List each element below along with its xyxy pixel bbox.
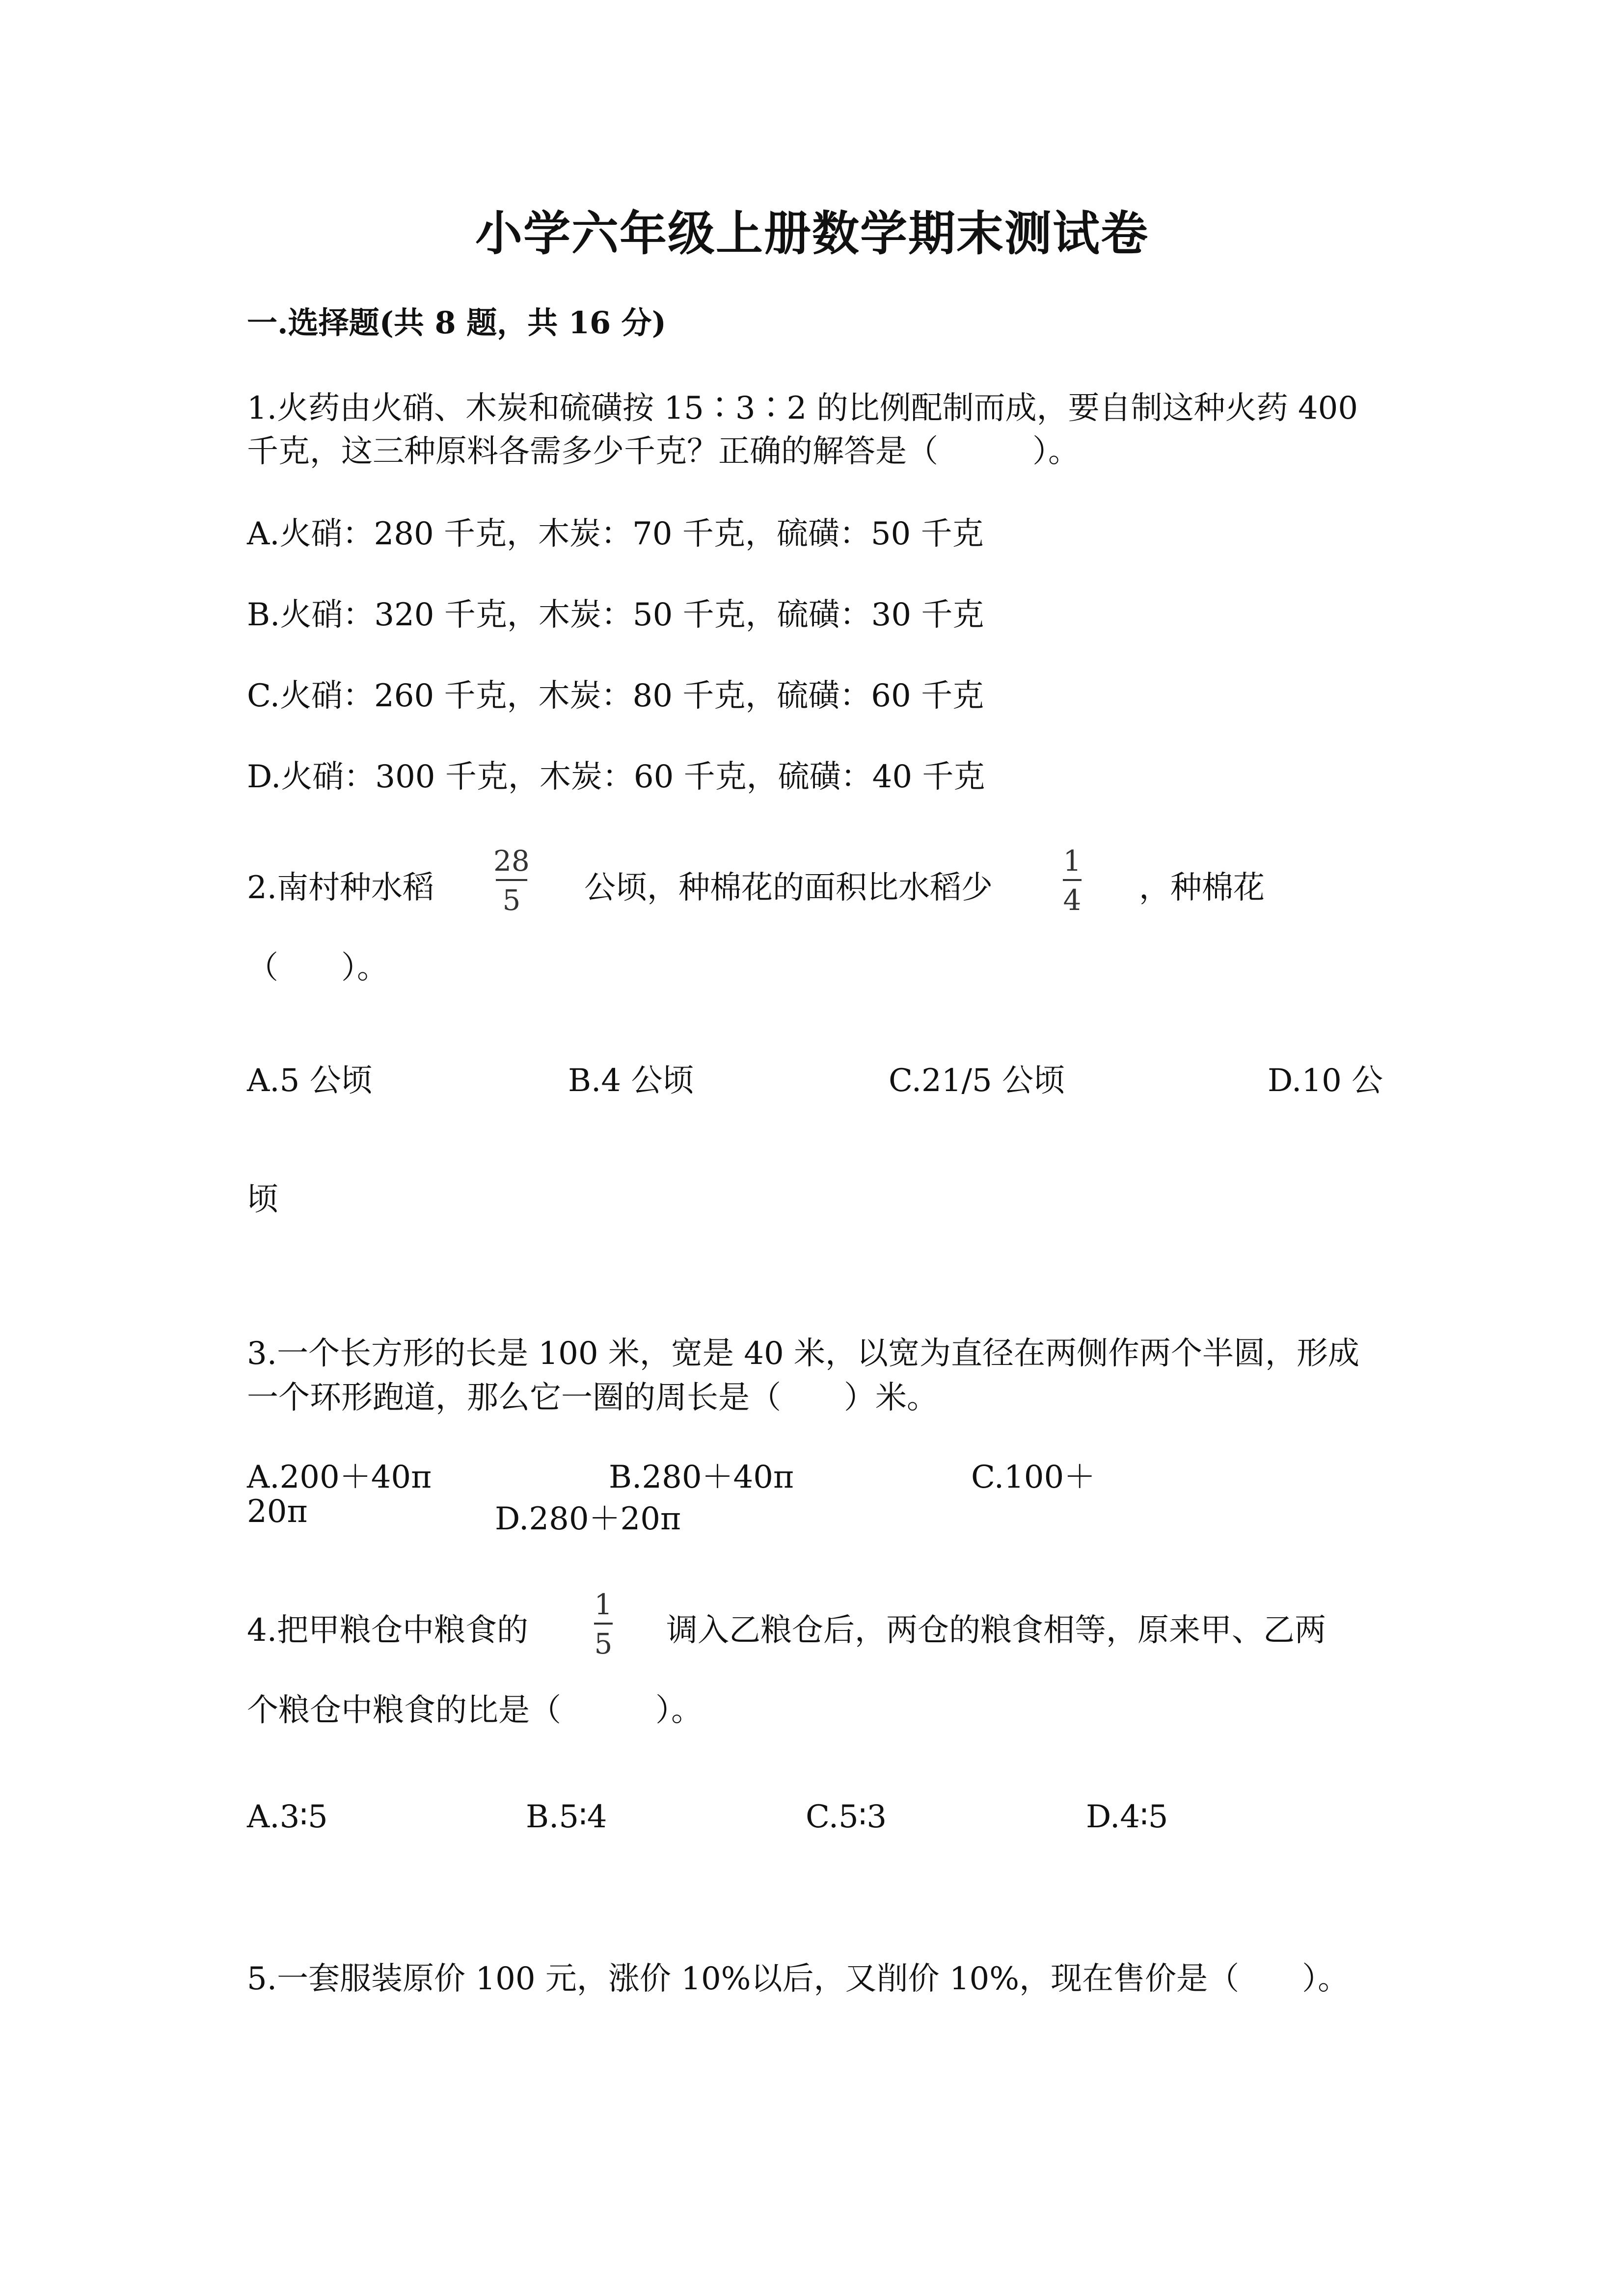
q4-stem-part2: 调入乙粮仓后，两仓的粮食相等，原来甲、乙两 <box>666 1612 1326 1649</box>
q1-stem-line1: 1.火药由火硝、木炭和硫磺按 15∶3∶2 的比例配制而成，要自制这种火药 400 <box>247 390 1358 427</box>
section-heading: 一.选择题(共 8 题，共 16 分) <box>247 305 667 341</box>
q2-stem-part2: 公顷，种棉花的面积比水稻少 <box>584 870 993 906</box>
fraction-denominator: 4 <box>1063 883 1082 917</box>
q1-option-a: A.火硝：280 千克，木炭：70 千克，硫磺：50 千克 <box>247 516 984 552</box>
fraction-numerator: 1 <box>1063 844 1082 878</box>
q2-fraction-1-4 <box>1063 844 1082 917</box>
q2-stem-part1: 2.南村种水稻 <box>247 870 434 906</box>
q4-option-c: C.5∶3 <box>806 1799 887 1835</box>
q4-stem-part1: 4.把甲粮仓中粮食的 <box>247 1612 529 1649</box>
q4-fraction-1-5 <box>594 1590 613 1658</box>
q3-option-a: A.200＋40π <box>247 1459 432 1495</box>
fraction-bar <box>1063 879 1082 881</box>
q3-option-c-wrap: 20π <box>247 1494 308 1530</box>
q3-option-c: C.100＋ <box>971 1459 1096 1495</box>
q1-option-b: B.火硝：320 千克，木炭：50 千克，硫磺：30 千克 <box>247 597 984 633</box>
fraction-bar <box>594 1623 613 1625</box>
q4-stem-line2: 个粮仓中粮食的比是（ ）。 <box>247 1692 703 1729</box>
page-title: 小学六年级上册数学期末测试卷 <box>475 206 1149 261</box>
fraction-denominator: 5 <box>502 883 521 917</box>
q1-stem-line2: 千克，这三种原料各需多少千克？正确的解答是（ ）。 <box>247 433 1080 470</box>
q1-option-c: C.火硝：260 千克，木炭：80 千克，硫磺：60 千克 <box>247 678 984 714</box>
fraction-numerator: 1 <box>594 1588 613 1621</box>
q2-fraction-28-5 <box>493 844 530 917</box>
q4-option-b: B.5∶4 <box>526 1799 607 1835</box>
q4-option-a: A.3∶5 <box>247 1799 328 1835</box>
q2-option-a: A.5 公顷 <box>247 1063 373 1099</box>
q3-option-b: B.280＋40π <box>609 1459 794 1495</box>
fraction-bar <box>496 879 527 881</box>
q1-option-d: D.火硝：300 千克，木炭：60 千克，硫磺：40 千克 <box>247 759 985 795</box>
q2-option-b: B.4 公顷 <box>568 1063 694 1099</box>
q2-option-d: D.10 公 <box>1268 1063 1383 1099</box>
fraction-numerator: 28 <box>493 844 530 878</box>
q3-stem-line1: 3.一个长方形的长是 100 米，宽是 40 米，以宽为直径在两侧作两个半圆，形成 <box>247 1335 1360 1372</box>
q2-option-c: C.21/5 公顷 <box>889 1063 1065 1099</box>
q4-option-d: D.4∶5 <box>1086 1799 1168 1835</box>
fraction-denominator: 5 <box>594 1627 613 1660</box>
q2-option-d-wrap: 顷 <box>247 1181 278 1218</box>
q5-stem-line1: 5.一套服装原价 100 元，涨价 10%以后，又削价 10%，现在售价是（ ）。 <box>247 1961 1350 1997</box>
q2-stem-line2: （ ）。 <box>247 950 388 986</box>
q2-stem-part3: ，种棉花 <box>1139 870 1265 906</box>
q3-option-d: D.280＋20π <box>495 1501 681 1537</box>
q3-stem-line2: 一个环形跑道，那么它一圈的周长是（ ）米。 <box>247 1380 938 1416</box>
